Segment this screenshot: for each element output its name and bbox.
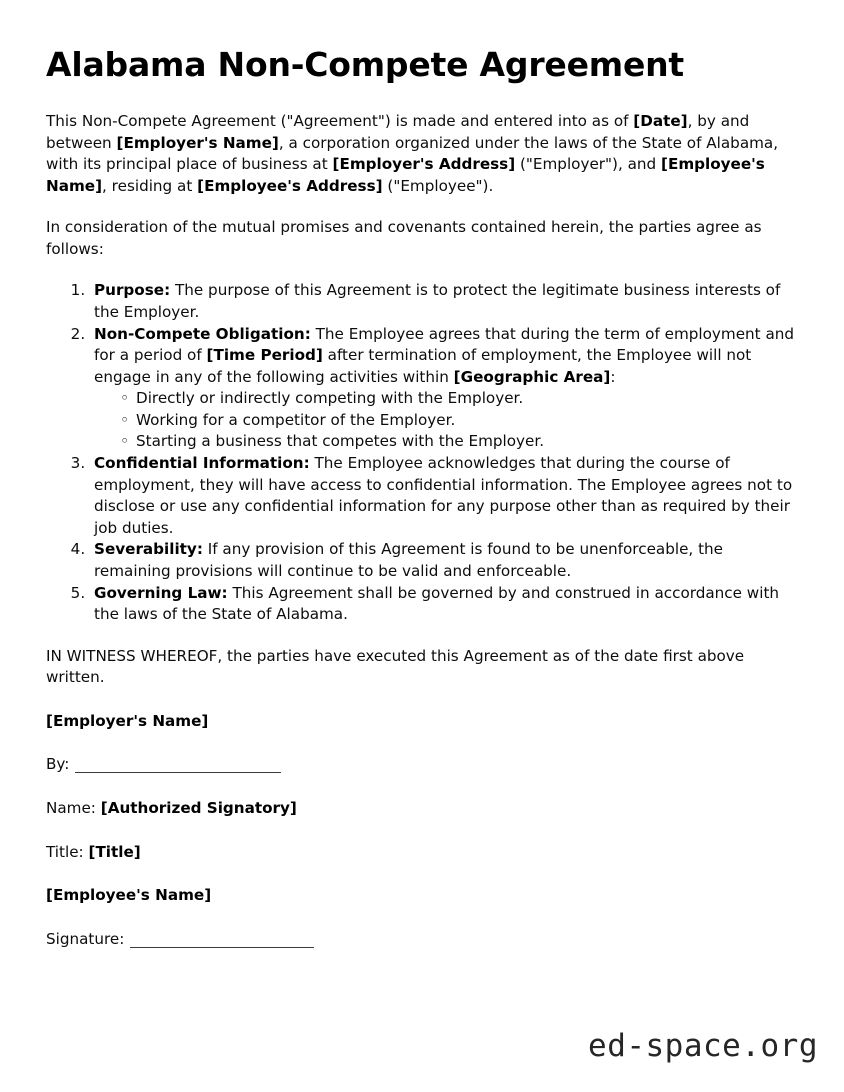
clause-heading: Non-Compete Obligation: [94, 324, 311, 343]
title-label: Title: [46, 842, 89, 861]
site-watermark: ed-space.org [588, 1028, 818, 1064]
clause-heading: Purpose: [94, 281, 171, 300]
intro-text-5: , residing at [102, 176, 198, 195]
employer-name-line [46, 798, 796, 820]
list-item: ◦ Directly or indirectly competing with the Employer. [120, 388, 796, 410]
employer-address-placeholder: [Employer's Address] [332, 155, 516, 174]
clause-list [46, 280, 796, 625]
clause-body: If any provision of this Agreement is found to be unenforceable, the remaining provisions will continue to be valid and enforceable. [94, 540, 724, 580]
subclause-list [94, 388, 796, 453]
intro-text-3: , a corporation organized under the laws of the State of Alabama, with its principal place of business at [46, 133, 779, 174]
by-label: By: [46, 755, 70, 774]
time-period-placeholder: [Time Period] [206, 346, 323, 365]
intro-text-4: ("Employer"), and [515, 155, 661, 174]
consideration-paragraph: In consideration of the mutual promises and covenants contained herein, the parties agree as follows: [46, 218, 762, 258]
employer-by-line [46, 754, 796, 776]
clause-heading: Governing Law: [94, 583, 228, 602]
clause-body: This Agreement shall be governed by and construed in accordance with the laws of the State of Alabama. [94, 583, 780, 624]
name-label: Name: [46, 798, 101, 817]
clause-body: The purpose of this Agreement is to protect the legitimate business interests of the Employer. [94, 281, 781, 321]
employee-address-placeholder: [Employee's Address] [197, 176, 383, 195]
intro-text-2: , by and between [46, 111, 750, 152]
list-item: ◦ Working for a competitor of the Employer. [120, 410, 796, 432]
employee-signature-line [46, 929, 796, 951]
intro-paragraph [46, 111, 796, 197]
clause-item-non-compete-obligation [90, 324, 796, 453]
clause-body-part-2: after termination of employment, the Employee will not engage in any of the following activities within [94, 346, 752, 386]
clause-body-part-3: : [610, 367, 616, 386]
clause-body-part-1: The Employee agrees that during the term of employment and for a period of [94, 324, 795, 365]
clause-item-purpose [90, 280, 796, 323]
list-item: ◦ Starting a business that competes with the Employer. [120, 431, 796, 453]
authorized-signatory-placeholder: [Authorized Signatory] [100, 798, 297, 817]
clause-item-governing-law [90, 583, 796, 626]
intro-text-1: This Non-Compete Agreement ("Agreement") is made and entered into as of [46, 111, 634, 130]
date-placeholder: [Date] [633, 111, 688, 130]
employer-title-line [46, 842, 796, 864]
title-placeholder: [Title] [88, 842, 141, 861]
clause-item-severability [90, 539, 796, 582]
witness-clause: IN WITNESS WHEREOF, the parties have executed this Agreement as of the date first above written. [46, 646, 745, 687]
employee-signature-rule [130, 947, 314, 948]
clause-body: The Employee acknowledges that during the course of employment, they will have access to confidential information. The Employee agrees not to disclose or use any confidential information for any purpose other than as required by their job duties. [94, 454, 793, 537]
clause-heading: Confidential Information: [94, 454, 310, 473]
by-signature-rule [75, 772, 281, 773]
intro-text-6: ("Employee"). [382, 176, 494, 195]
clause-item-confidential-information [90, 453, 796, 539]
employee-name-placeholder: [Employee's Name] [46, 155, 765, 195]
clause-heading: Severability: [94, 540, 203, 559]
page-title: Alabama Non-Compete Agreement [46, 45, 684, 84]
signature-block [46, 711, 796, 950]
signature-label: Signature: [46, 929, 125, 948]
employee-signature-name: [Employee's Name] [46, 886, 212, 905]
employer-signature-name: [Employer's Name] [46, 711, 209, 730]
geographic-area-placeholder: [Geographic Area] [453, 367, 611, 386]
employer-name-placeholder: [Employer's Name] [116, 133, 279, 152]
